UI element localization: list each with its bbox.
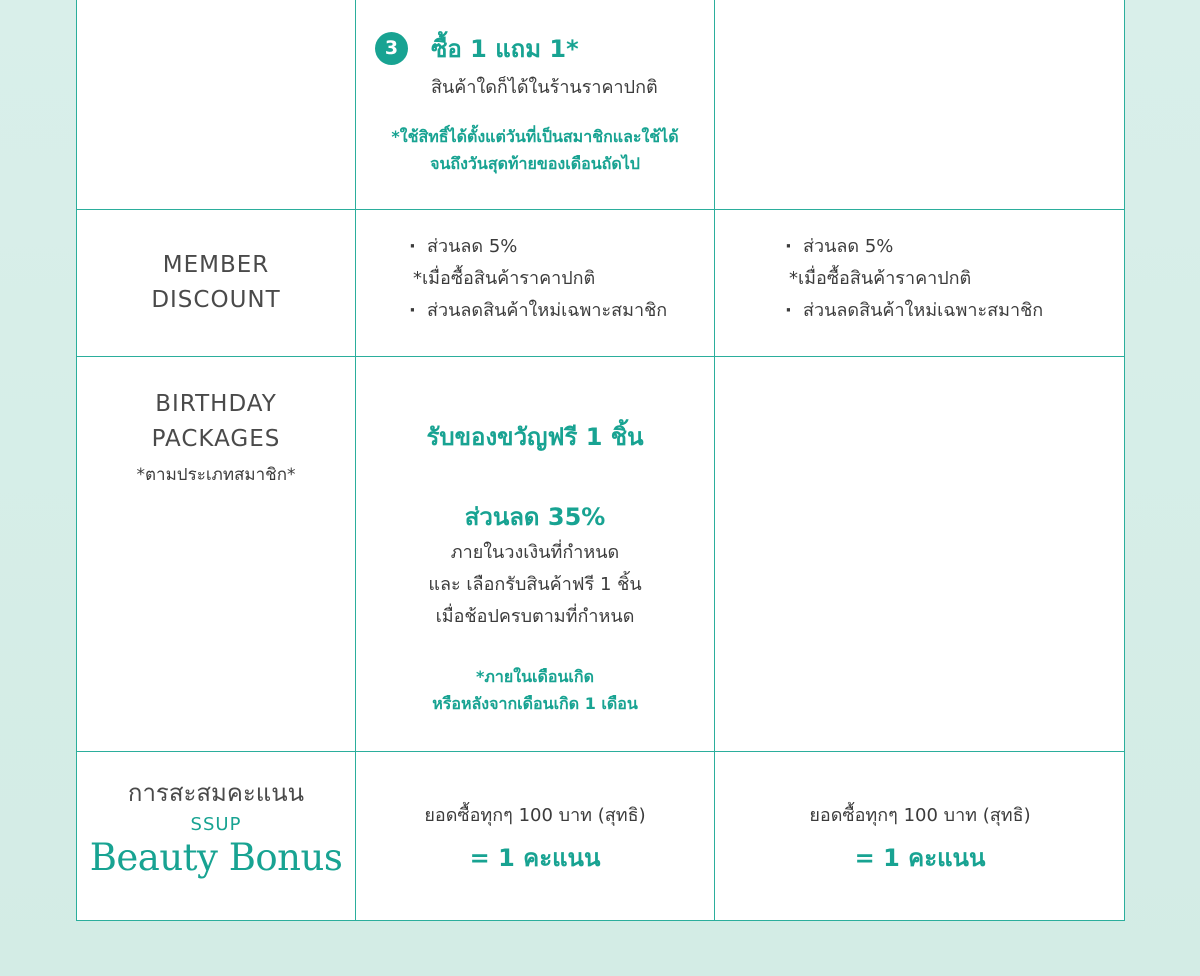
promo-label-cell [77,0,355,209]
points-value: = 1 คะแนน [469,844,601,872]
birthday-label: PACKAGES [151,426,281,452]
discount-list [785,231,1125,327]
birthday-note [356,663,714,717]
list-item: · ส่วนลดสินค้าใหม่เฉพาะสมาชิก [785,300,1044,321]
list-item-note: *เมื่อซื้อสินค้าราคาปกติ [789,268,972,289]
brand-logo-small: SSUP [190,814,242,835]
points-label: การสะสมคะแนน [127,779,305,807]
promo-cell [356,0,714,209]
discount-list [409,231,714,327]
birthday-description [356,537,714,633]
birthday-label-note: *ตามประเภทสมาชิก* [136,465,296,485]
birthday-note-line: *ภายในเดือนเกิด [476,667,594,686]
points-value: = 1 คะแนน [854,844,986,872]
step-badge: 3 [375,32,408,65]
promo-header [375,29,579,68]
brand-logo-name: Beauty Bonus [89,836,343,879]
birthday-col1 [356,357,714,751]
birthday-label: BIRTHDAY [155,391,277,417]
member-discount-label: DISCOUNT [151,287,281,313]
promo-note-line: *ใช้สิทธิ์ได้ตั้งแต่วันที่เป็นสมาชิกและใช้ได้ [391,127,679,146]
promo-subtitle: สินค้าใดก็ได้ในร้านราคาปกติ [431,77,658,98]
points-col1 [356,752,714,920]
description-line: ภายในวงเงินที่กำหนด [450,542,620,563]
list-item: · ส่วนลด 5% [409,236,518,257]
member-discount-label: MEMBER [162,252,270,278]
list-item-note: *เมื่อซื้อสินค้าราคาปกติ [413,268,596,289]
description-line: เมื่อช้อปครบตามที่กำหนด [435,606,635,627]
list-item: · ส่วนลด 5% [785,236,894,257]
promo-title: ซื้อ 1 แถม 1* [431,35,579,63]
birthday-empty-cell [715,357,1125,751]
points-rate: ยอดซื้อทุกๆ 100 บาท (สุทธิ) [424,805,646,826]
promo-note-line: จนถึงวันสุดท้ายของเดือนถัดไป [430,154,640,173]
list-item: · ส่วนลดสินค้าใหม่เฉพาะสมาชิก [409,300,668,321]
description-line: และ เลือกรับสินค้าฟรี 1 ชิ้น [428,574,642,595]
birthday-label-cell [77,357,355,751]
benefits-table [76,0,1125,921]
member-discount-col2 [715,210,1125,356]
member-discount-label-cell [77,210,355,356]
member-discount-col1 [356,210,714,356]
promo-note [356,123,714,177]
birthday-note-line: หรือหลังจากเดือนเกิด 1 เดือน [432,694,638,713]
points-col2 [715,752,1125,920]
points-rate: ยอดซื้อทุกๆ 100 บาท (สุทธิ) [809,805,1031,826]
birthday-discount: ส่วนลด 35% [464,503,606,531]
promo-empty-cell [715,0,1125,209]
birthday-gift: รับของขวัญฟรี 1 ชิ้น [426,423,644,451]
points-label-cell [77,752,355,920]
